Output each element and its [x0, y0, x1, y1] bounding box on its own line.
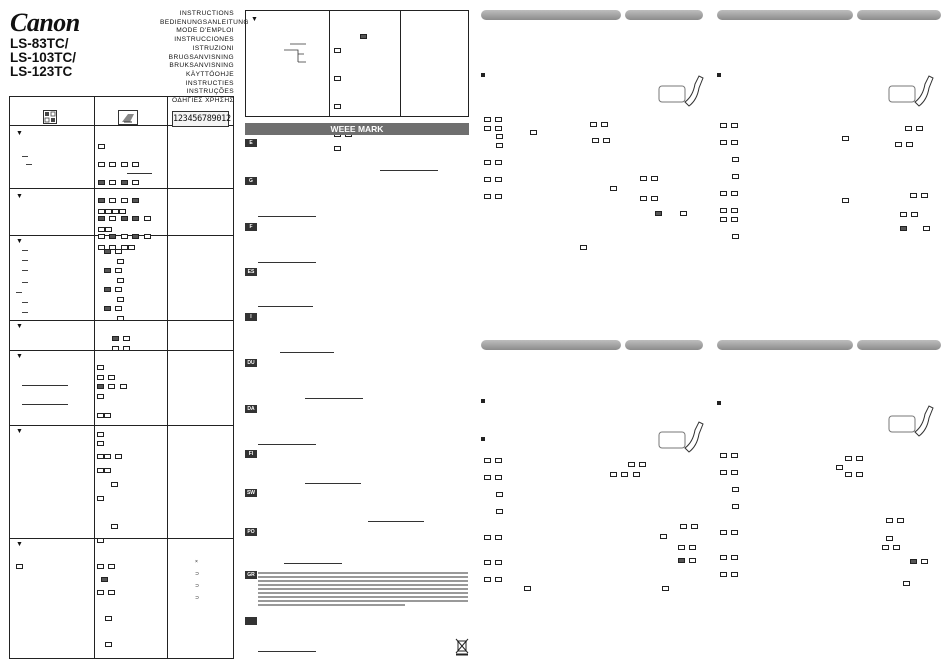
- key-sequence-group: [97, 361, 127, 447]
- section-bar: [481, 340, 621, 350]
- key-sequence-group: [903, 573, 910, 591]
- greek-text-block: [258, 571, 468, 608]
- language-item: ΟΔΗΓΙΕΣ ΧΡΗΣΗΣ: [172, 97, 234, 105]
- language-item: BEDIENUNGSANLEITUNG: [160, 18, 249, 26]
- model-name-1: LS-83TC/: [10, 36, 69, 51]
- down-triangle-icon: ▼: [16, 541, 23, 548]
- key-sequence-group: [842, 128, 849, 146]
- down-triangle-icon: ▼: [16, 323, 23, 330]
- down-triangle-icon: ▼: [16, 428, 23, 435]
- hand-writing-illustration: [885, 402, 935, 438]
- language-item: MODE D'EMPLOI: [176, 27, 234, 35]
- calculator-keypad-icon: [43, 110, 57, 124]
- key-sequence-group: [842, 190, 849, 208]
- brand-logo: Canon: [10, 8, 80, 37]
- down-triangle-icon: ▼: [16, 238, 23, 245]
- section-bullet: [481, 399, 485, 403]
- hand-pressing-key-icon: [118, 110, 138, 125]
- lang-tag: DU: [245, 359, 257, 367]
- language-item: INSTRUÇÕES: [186, 88, 234, 96]
- section-bar: [481, 10, 621, 20]
- language-item: INSTRUCTIONS: [179, 10, 234, 17]
- lang-tag: ES: [245, 268, 257, 276]
- lang-tag: I: [245, 313, 257, 321]
- key-sequence-group: [530, 122, 537, 140]
- key-sequence-group: [882, 537, 900, 555]
- model-name-3: LS-123TC: [10, 64, 73, 79]
- down-triangle-icon: ▼: [16, 130, 23, 137]
- section-bullet: [481, 437, 485, 441]
- key-sequence-group: [484, 114, 503, 199]
- key-sequence-group: [680, 516, 698, 534]
- display-marks: × ⊃ ⊃ ⊃: [195, 559, 200, 601]
- key-glyph: [16, 564, 23, 569]
- lang-tag: FI: [245, 450, 257, 458]
- language-item: BRUKSANVISNING: [169, 62, 234, 70]
- key-sequence-group: [910, 185, 928, 203]
- key-sequence-group: [678, 550, 696, 568]
- section-bullet: [717, 401, 721, 405]
- key-sequence-group: [910, 551, 928, 569]
- lang-tag: G: [245, 177, 257, 185]
- language-item: INSTRUCTIES: [185, 79, 234, 87]
- section-bar: [857, 10, 941, 20]
- section-bar: [717, 10, 853, 20]
- down-triangle-icon: ▼: [251, 16, 258, 23]
- key-sequence-group: [836, 457, 843, 475]
- segment-diagram: [280, 40, 310, 70]
- key-sequence-group: [484, 455, 531, 591]
- language-item: INSTRUCCIONES: [174, 36, 234, 44]
- language-list: [160, 10, 249, 106]
- language-item: KÄYTTÖOHJE: [186, 70, 234, 78]
- crossed-out-wheelie-bin-icon: [455, 638, 469, 656]
- display-sample: 123456789012: [172, 111, 229, 127]
- section-bar: [717, 340, 853, 350]
- key-sequence-group: [720, 120, 739, 239]
- section-bullet: [481, 73, 485, 77]
- lang-tag: PO: [245, 528, 257, 536]
- key-sequence-group: [112, 332, 130, 352]
- key-sequence-group: [592, 130, 610, 148]
- section-bar: [625, 10, 703, 20]
- key-sequence-group: [610, 178, 617, 196]
- key-sequence-group: [895, 134, 913, 152]
- key-sequence-group: [97, 558, 115, 649]
- key-sequence-group: [662, 578, 669, 596]
- key-sequence-group: [900, 218, 930, 236]
- key-sequence-group: [660, 526, 667, 544]
- key-sequence-group: [640, 168, 658, 186]
- key-sequence-group: [580, 237, 587, 255]
- lang-tag: DA: [245, 405, 257, 413]
- hand-writing-illustration: [655, 72, 705, 108]
- key-sequence-group: [104, 245, 154, 321]
- key-sequence-group: [97, 448, 122, 546]
- section-bullet: [717, 73, 721, 77]
- down-triangle-icon: ▼: [16, 353, 23, 360]
- key-sequence-group: [610, 464, 640, 482]
- weee-title: WEEE MARK: [245, 123, 469, 135]
- key-sequence-group: [334, 28, 367, 154]
- language-item: BRUGSANVISNING: [168, 53, 234, 61]
- hand-writing-illustration: [885, 72, 935, 108]
- lang-tag: GR: [245, 571, 257, 579]
- section-bar: [625, 340, 703, 350]
- lang-tag: SW: [246, 490, 256, 496]
- hand-writing-illustration: [655, 418, 705, 454]
- lang-tag: E: [245, 139, 257, 147]
- down-triangle-icon: ▼: [16, 193, 23, 200]
- key-sequence-group: [655, 203, 687, 221]
- language-item: ISTRUZIONI: [192, 44, 234, 52]
- key-sequence-group: [720, 450, 739, 578]
- lang-tag: F: [245, 223, 257, 231]
- section-bar: [857, 340, 941, 350]
- key-sequence-group: [845, 464, 863, 482]
- model-name-2: LS-103TC/: [10, 50, 77, 65]
- lang-tag: [245, 617, 257, 625]
